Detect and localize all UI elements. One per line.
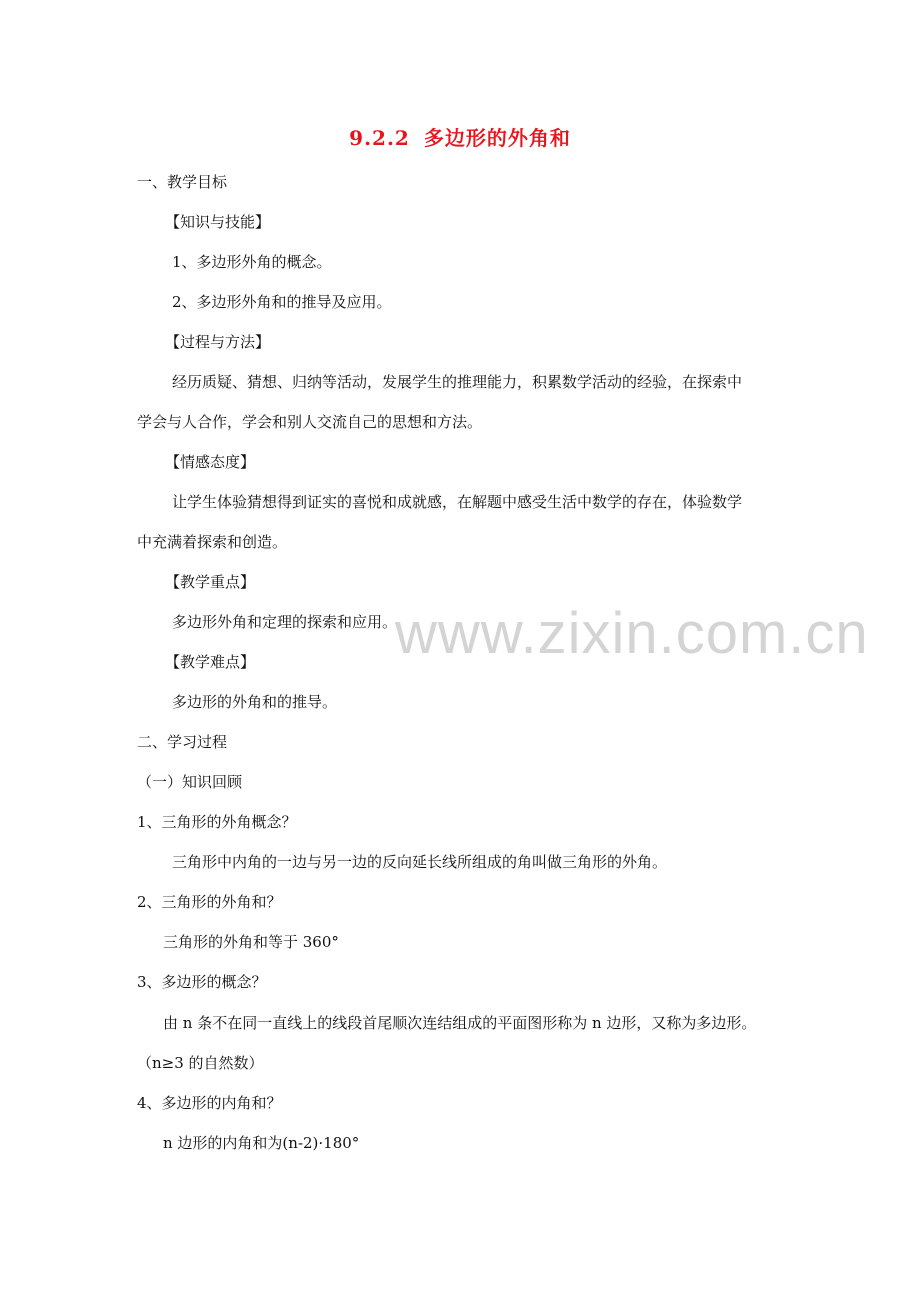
- answer-3-line-1: 由 n 条不在同一直线上的线段首尾顺次连结组成的平面图形称为 n 边形，又称为多边形。: [163, 1014, 757, 1032]
- answer-2: 三角形的外角和等于 360°: [163, 933, 339, 951]
- knowledge-item-2: 2、多边形外角和的推导及应用。: [172, 293, 392, 311]
- process-paragraph-line-1: 经历质疑、猜想、归纳等活动，发展学生的推理能力，积累数学活动的经验，在探索中: [172, 373, 743, 391]
- watermark: www.zixin.com.cn: [395, 601, 869, 666]
- subheading-attitude: 【情感态度】: [165, 453, 256, 471]
- heading-objectives: 一、教学目标: [137, 173, 228, 191]
- question-2: 2、三角形的外角和？: [137, 893, 282, 911]
- answer-1: 三角形中内角的一边与另一边的反向延长线所组成的角叫做三角形的外角。: [172, 853, 668, 871]
- subheading-knowledge-review: （一）知识回顾: [137, 773, 243, 791]
- key-points-text: 多边形外角和定理的探索和应用。: [172, 613, 398, 631]
- subheading-difficulties: 【教学难点】: [165, 653, 256, 671]
- attitude-paragraph-line-1: 让学生体验猜想得到证实的喜悦和成就感，在解题中感受生活中数学的存在，体验数学: [172, 493, 743, 511]
- knowledge-item-1: 1、多边形外角的概念。: [172, 253, 332, 271]
- subheading-process-method: 【过程与方法】: [165, 333, 271, 351]
- question-1: 1、三角形的外角概念？: [137, 813, 297, 831]
- document-title: [0, 122, 920, 151]
- subheading-knowledge-skills: 【知识与技能】: [165, 213, 271, 231]
- answer-3-line-2: （n≥3 的自然数）: [137, 1054, 264, 1072]
- process-paragraph-line-2: 学会与人合作，学会和别人交流自己的思想和方法。: [137, 413, 483, 431]
- question-3: 3、多边形的概念？: [137, 973, 267, 991]
- title-text: 多边形的外角和: [423, 126, 571, 150]
- question-4: 4、多边形的内角和？: [137, 1094, 282, 1112]
- attitude-paragraph-line-2: 中充满着探索和创造。: [137, 533, 288, 551]
- section-number: 9.2.2: [349, 126, 410, 150]
- answer-4: n 边形的内角和为(n-2)·180°: [163, 1134, 360, 1152]
- heading-learning-process: 二、学习过程: [137, 733, 228, 751]
- difficulties-text: 多边形的外角和的推导。: [172, 693, 338, 711]
- subheading-key-points: 【教学重点】: [165, 573, 256, 591]
